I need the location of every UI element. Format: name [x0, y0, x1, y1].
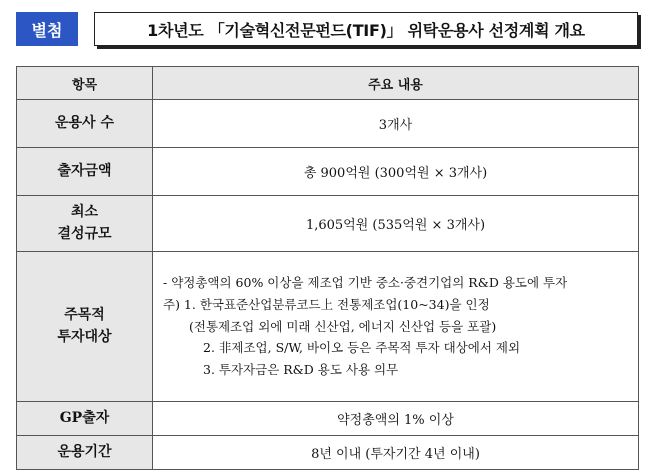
column-header-content: 주요 내용 — [153, 67, 639, 100]
label-line: 최소 — [70, 203, 99, 220]
label-line: 투자대상 — [57, 328, 112, 345]
row-label-min-fund-size — [17, 196, 153, 252]
row-label-main-target — [17, 252, 153, 402]
row-label-operation-period: 운용기간 — [17, 436, 153, 470]
detail-note-line: 주) 1. 한국표준산업분류코드上 전통제조업(10~34)을 인정 — [163, 296, 490, 312]
row-value-manager-count: 3개사 — [153, 100, 639, 148]
table-row — [17, 148, 639, 196]
detail-note-line: 2. 非제조업, S/W, 바이오 등은 주목적 투자 대상에서 제외 — [203, 340, 521, 356]
row-value-main-target — [153, 252, 639, 402]
row-value-gp-contribution: 약정총액의 1% 이상 — [153, 402, 639, 436]
label-line: 주목적 — [64, 306, 105, 323]
row-value-investment-amount: 총 900억원 (300억원 × 3개사) — [153, 148, 639, 196]
row-value-operation-period: 8년 이내 (투자기간 4년 이내) — [153, 436, 639, 470]
document-title: 1차년도 「기술혁신전문펀드(TIF)」 위탁운용사 선정계획 개요 — [94, 12, 638, 46]
row-label-investment-amount: 출자금액 — [17, 148, 153, 196]
row-label-manager-count: 운용사 수 — [17, 100, 153, 148]
table-row — [17, 252, 639, 402]
detail-note-line: 3. 투자자금은 R&D 용도 사용 의무 — [203, 362, 399, 378]
row-label-gp-contribution: GP출자 — [17, 402, 153, 436]
detail-note-line: (전통제조업 외에 미래 신산업, 에너지 신산업 등을 포괄) — [189, 318, 497, 334]
overview-table — [16, 66, 639, 470]
table-row — [17, 436, 639, 470]
attachment-badge: 별첨 — [16, 12, 78, 46]
document-header — [16, 12, 636, 46]
column-header-item: 항목 — [17, 67, 153, 100]
table-row — [17, 100, 639, 148]
row-value-min-fund-size: 1,605억원 (535억원 × 3개사) — [153, 196, 639, 252]
detail-line: - 약정총액의 60% 이상을 제조업 기반 중소·중견기업의 R&D 용도에 투자 — [163, 274, 568, 290]
label-line: 결성규모 — [57, 225, 112, 242]
table-header-row — [17, 67, 639, 100]
table-row — [17, 402, 639, 436]
table-row — [17, 196, 639, 252]
